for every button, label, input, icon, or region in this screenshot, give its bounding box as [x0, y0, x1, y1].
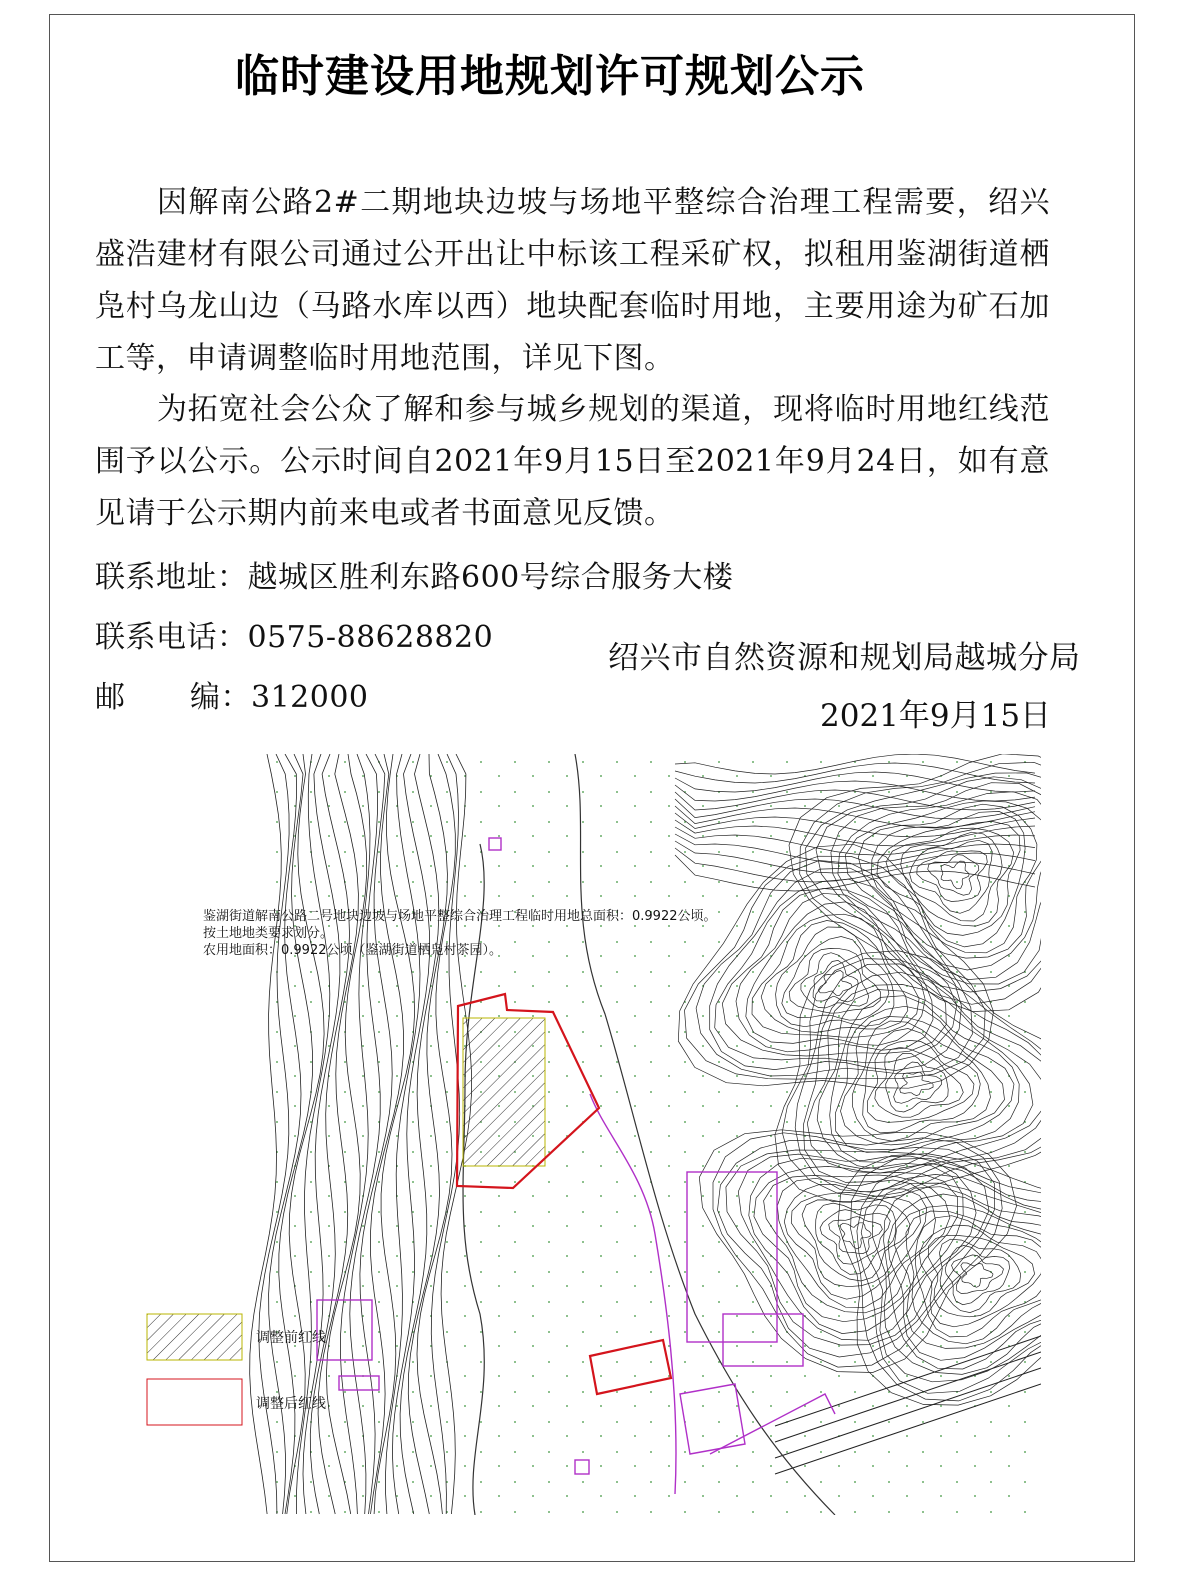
legend-swatch-before [147, 1314, 242, 1360]
phone-value: 0575-88628820 [247, 620, 494, 655]
address-label: 联系地址： [95, 560, 248, 595]
postcode-label-2: 编： [190, 680, 251, 715]
postcode-value: 312000 [251, 680, 369, 715]
legend-label-after: 调整后红线 [256, 1396, 326, 1412]
phone-label: 联系电话： [95, 620, 248, 655]
note-line-total-area: 鉴湖街道解南公路二号地块边坡与场地平整综合治理工程临时用地总面积：0.9922公顷。 [203, 909, 717, 924]
contact-postcode [95, 672, 369, 716]
legend-label-before: 调整前红线 [256, 1330, 326, 1346]
map-area-note [203, 908, 717, 959]
contact-phone [95, 612, 493, 656]
note-line-farmland: 农用地面积：0.9922公顷（鉴湖街道栖凫村茶园）。 [203, 943, 502, 958]
contact-address [95, 552, 733, 596]
address-value: 越城区胜利东路600号综合服务大楼 [247, 560, 734, 595]
page-title: 临时建设用地规划许可规划公示 [235, 51, 865, 102]
paragraph-project: 因解南公路2#二期地块边坡与场地平整综合治理工程需要，绍兴盛浩建材有限公司通过公开出让中标该工程采矿权，拟租用鉴湖街道栖凫村乌龙山边（马路水库以西）地块配套临时用地，主要用途为矿石加工等，申请调整临时用地范围，详见下图。 [95, 185, 1050, 376]
before-boundary-area [463, 1018, 545, 1166]
legend-swatch-after [147, 1379, 242, 1425]
note-line-classification: 按土地地类要求划分。 [203, 926, 334, 941]
postcode-label-1: 邮 [95, 680, 126, 715]
issuer-name: 绍兴市自然资源和规划局越城分局 [608, 640, 1081, 676]
paragraph-publicity: 为拓宽社会公众了解和参与城乡规划的渠道，现将临时用地红线范围予以公示。公示时间自2021年9月15日至2021年9月24日，如有意见请于公示期内前来电或者书面意见反馈。 [95, 392, 1050, 531]
issue-date: 2021年9月15日 [820, 698, 1052, 734]
